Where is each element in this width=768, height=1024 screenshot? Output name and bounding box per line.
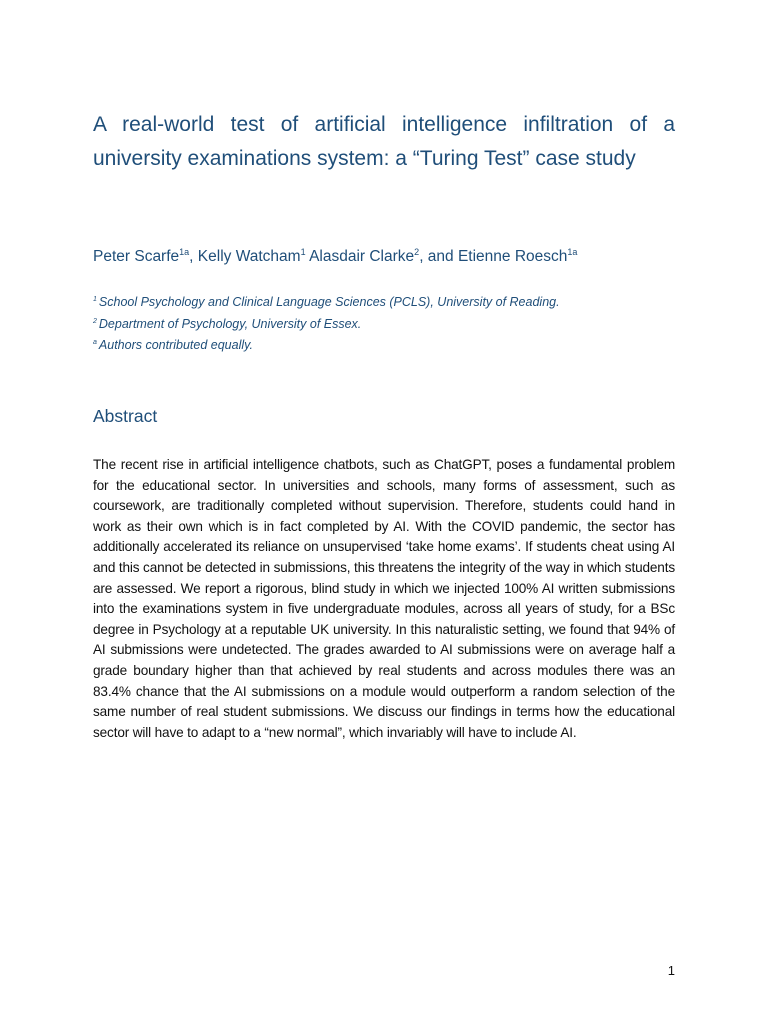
author-affiliation-mark: 1a	[567, 247, 578, 257]
author-affiliation-mark: 1	[300, 247, 306, 257]
affiliation-text: School Psychology and Clinical Language Sciences (PCLS), University of Reading.	[98, 295, 560, 309]
abstract-heading: Abstract	[93, 406, 158, 426]
author-separator: ,	[189, 248, 198, 265]
paper-title: A real-world test of artificial intelligence infiltration of a university examinations system: a “Turing Test” case study	[93, 113, 675, 170]
affiliation-item	[93, 292, 693, 314]
affiliation-text: Authors contributed equally.	[98, 338, 253, 352]
author-separator: , and	[419, 248, 458, 265]
author-affiliation-mark: 2	[414, 247, 420, 257]
author-name: Peter Scarfe	[93, 248, 180, 265]
author-name: Etienne Roesch	[457, 248, 568, 265]
affiliation-item	[93, 335, 693, 357]
affiliation-list	[93, 292, 693, 357]
affiliation-mark: 2	[93, 317, 97, 325]
author-name: Alasdair Clarke	[309, 248, 415, 265]
affiliation-text: Department of Psychology, University of Essex.	[98, 316, 362, 331]
author-list	[93, 246, 693, 268]
author-affiliation-mark: 1a	[179, 247, 190, 257]
author-name: Kelly Watcham	[197, 248, 301, 265]
affiliation-mark: 1	[93, 296, 97, 303]
page-number: 1	[667, 963, 675, 978]
abstract-text: The recent rise in artificial intelligence chatbots, such as ChatGPT, poses a fundamental problem for the educational sector. In universities and schools, many forms of assessment, such as coursework, are traditionally completed without supervision. Therefore, students could hand in work as their own which is in fact completed by AI. With the COVID pandemic, the sector has additionally accelerated its reliance on unsupervised ‘take home exams’. If students cheat using AI and this cannot be detected in submissions, this threatens the integrity of the way in which students are assessed. We report a rigorous, blind study in which we injected 100% AI written submissions into the examinations system in five undergraduate modules, across all years of study, for a BSc degree in Psychology at a reputable UK university. In this naturalistic setting, we found that 94% of AI submissions were undetected. The grades awarded to AI submissions were on average half a grade boundary higher than that achieved by real students and across modules there was an 83.4% chance that the AI submissions on a module would outperform a random selection of the same number of real student submissions. We discuss our findings in terms how the educational sector will have to adapt to a “new normal”, which invariably will have to include AI.	[93, 457, 675, 740]
affiliation-item	[93, 314, 693, 336]
affiliation-mark: a	[93, 339, 97, 346]
